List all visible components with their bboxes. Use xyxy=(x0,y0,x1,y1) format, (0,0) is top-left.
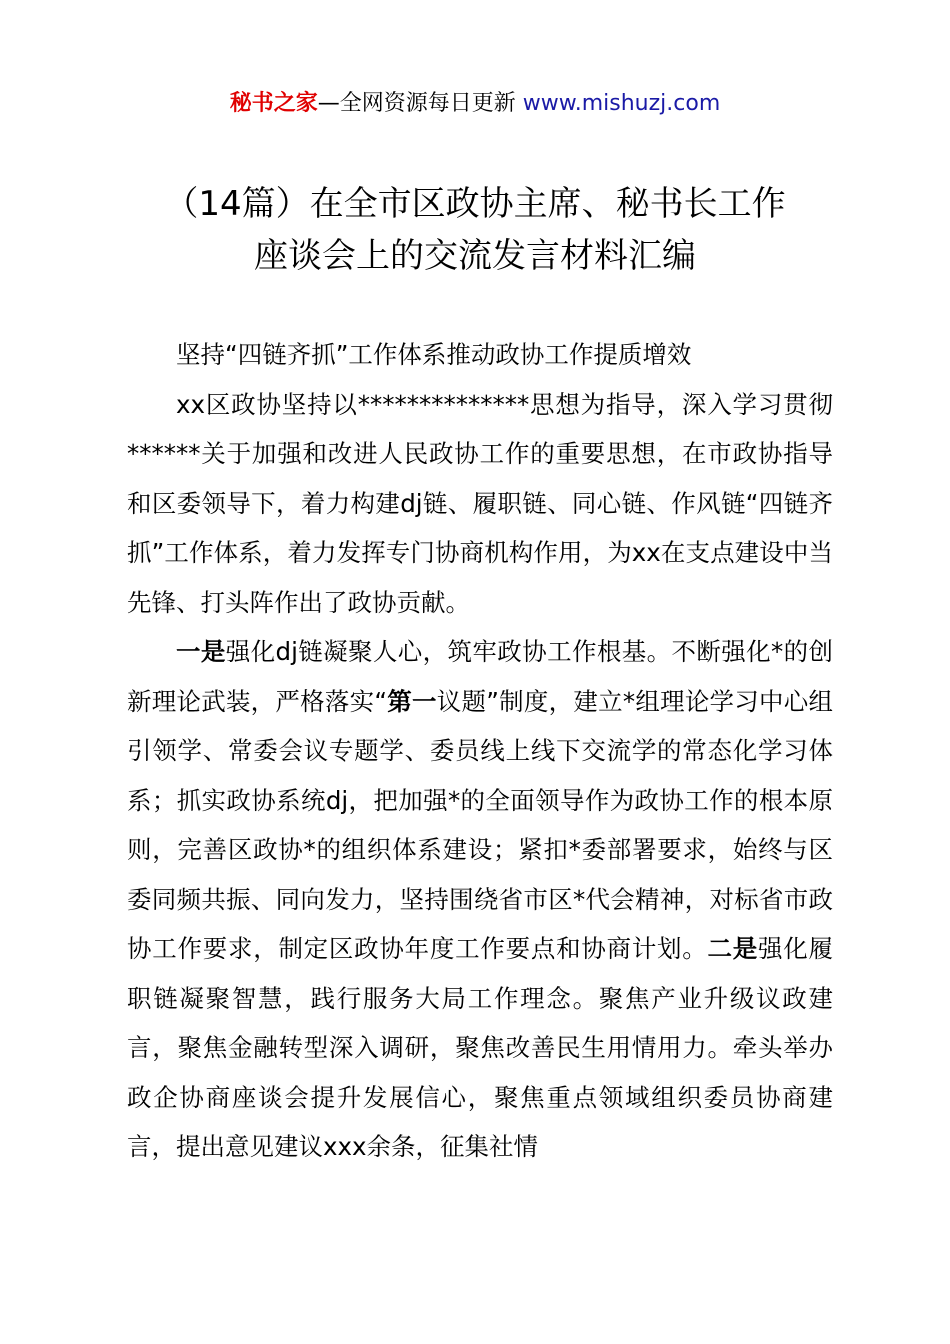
site-header xyxy=(0,88,950,120)
point-one-label: 一是 xyxy=(176,637,226,666)
paragraph-intro: xx区政协坚持以**************思想为指导，深入学习贯彻******关于加强和改进人民政协工作的重要思想，在市政协指导和区委领导下，着力构建dj链、履职链、同心链、作风链“四链齐抓”工作体系，着力发挥专门协商机构作用，为xx在支点建设中当先锋、打头阵作出了政协贡献。 xyxy=(127,389,833,617)
document-body xyxy=(127,330,833,1172)
document-title xyxy=(100,178,850,282)
site-tagline: —全网资源每日更新 xyxy=(317,91,523,116)
point-two-text: 强化履职链凝聚智慧，践行服务大局工作理念。聚焦产业升级议政建言，聚焦金融转型深入调研，聚焦改善民生用情用力。牵头举办政企协商座谈会提升发展信心，聚焦重点领域组织委员协商建言，提出意见建议xxx余条，征集社情 xyxy=(127,934,834,1161)
point-two-label: 二是 xyxy=(707,934,759,963)
point-one-text-part-2: 议题”制度，建立*组理论学习中心组引领学、常委会议专题学、委员线上线下交流学的常态化学习体系；抓实政协系统dj，把加强*的全面领导作为政协工作的根本原则，完善区政协*的组织体系建设；紧扣*委部署要求，始终与区委同频共振、同向发力，坚持围绕省市区*代会精神，对标省市政协工作要求，制定区政协年度工作要点和协商计划。 xyxy=(127,686,833,963)
point-one-bold-term: 第一 xyxy=(387,686,437,716)
site-brand: 秘书之家 xyxy=(229,91,318,116)
section-subtitle: 坚持“四链齐抓”工作体系推动政协工作提质增效 xyxy=(176,340,692,369)
document-title-line-1: （14篇）在全市区政协主席、秘书长工作 xyxy=(164,184,786,224)
paragraph-points xyxy=(127,627,833,1172)
document-title-line-2: 座谈会上的交流发言材料汇编 xyxy=(254,236,696,276)
point-one-text-part-1: 强化dj链凝聚人心，筑牢政协工作根基。不断强化*的创新理论武装，严格落实“ xyxy=(127,637,834,716)
site-url-link[interactable]: www.mishuzj.com xyxy=(522,91,721,116)
